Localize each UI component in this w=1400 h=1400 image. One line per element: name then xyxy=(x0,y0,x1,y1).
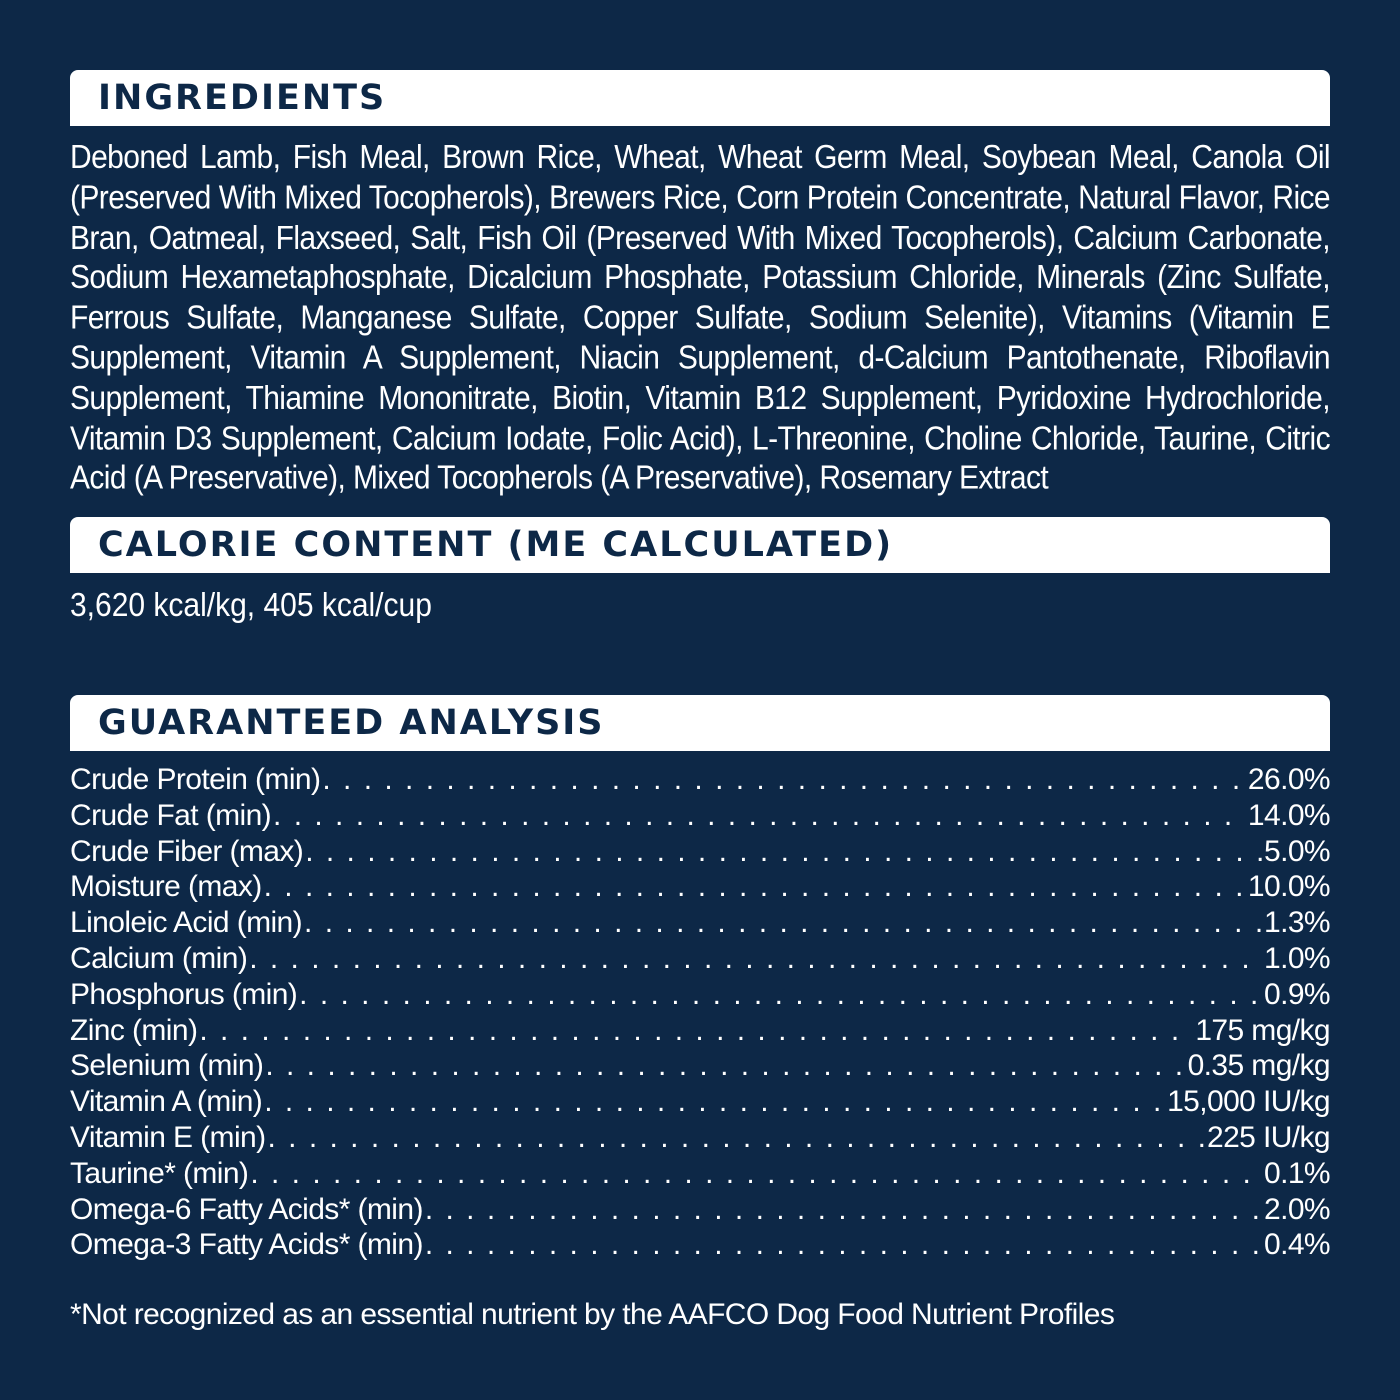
analysis-row-value: 1.3% xyxy=(1264,906,1330,940)
dot-leader xyxy=(299,978,1262,1012)
dot-leader xyxy=(250,1157,1262,1191)
analysis-row-value: 14.0% xyxy=(1247,798,1330,832)
analysis-row-value: 5.0% xyxy=(1264,834,1330,868)
analysis-row-value: 0.4% xyxy=(1264,1228,1330,1262)
ingredients-section xyxy=(70,70,1330,497)
analysis-row-label: Zinc (min) xyxy=(70,1013,198,1047)
analysis-row xyxy=(70,1157,1330,1193)
dot-leader xyxy=(425,1193,1262,1227)
analysis-row-label: Omega-3 Fatty Acids* (min) xyxy=(70,1228,423,1262)
analysis-row xyxy=(70,1049,1330,1085)
analysis-row-label: Vitamin E (min) xyxy=(70,1120,266,1154)
analysis-row xyxy=(70,799,1330,835)
analysis-row-label: Selenium (min) xyxy=(70,1049,264,1083)
analysis-row-value: 0.9% xyxy=(1264,977,1330,1011)
dot-leader xyxy=(322,763,1246,797)
analysis-row-label: Omega-6 Fatty Acids* (min) xyxy=(70,1192,423,1226)
dot-leader xyxy=(264,870,1246,904)
ingredients-list: Deboned Lamb, Fish Meal, Brown Rice, Wheat, Wheat Germ Meal, Soybean Meal, Canola Oil (Preserved With Mixed Tocopherols), Brewers Rice, Corn Protein Concentrate, Natural Flavor, Rice Bran, Oatmeal, Flaxseed, Salt, Fish Oil (Preserved With Mixed Tocopherols), Calcium Carbonate, Sodium Hexametaphosphate, Dicalcium Phosphate, Potassium Chloride, Minerals (Zinc Sulfate, Ferrous Sulfate, Manganese Sulfate, Copper Sulfate, Sodium Selenite), Vitamins (Vitamin E Supplement, Vitamin A Supplement, Niacin Supplement, d-Calcium Pantothenate, Riboflavin Supplement, Thiamine Mononitrate, Biotin, Vitamin B12 Supplement, Pyridoxine Hydrochloride, Vitamin D3 Supplement, Calcium Iodate, Folic Acid), L-Threonine, Choline Chloride, Taurine, Citric Acid (A Preservative), Mixed Tocopherols (A Preservative), Rosemary Extract xyxy=(70,139,1330,497)
dot-leader xyxy=(265,1049,1185,1083)
dot-leader xyxy=(304,906,1262,940)
analysis-row-label: Phosphorus (min) xyxy=(70,977,298,1011)
analysis-row xyxy=(70,1228,1330,1264)
analysis-row xyxy=(70,870,1330,906)
analysis-row xyxy=(70,1085,1330,1121)
analysis-row xyxy=(70,906,1330,942)
analysis-row xyxy=(70,1121,1330,1157)
analysis-row-label: Taurine* (min) xyxy=(70,1156,249,1190)
dot-leader xyxy=(425,1228,1262,1262)
analysis-row xyxy=(70,942,1330,978)
analysis-row-value: 2.0% xyxy=(1264,1192,1330,1226)
analysis-title: GUARANTEED ANALYSIS xyxy=(98,703,605,743)
analysis-row-value: 10.0% xyxy=(1247,870,1330,904)
analysis-row-label: Crude Protein (min) xyxy=(70,763,321,796)
analysis-header xyxy=(70,695,1330,751)
footnote: *Not recognized as an essential nutrient by the AAFCO Dog Food Nutrient Profiles xyxy=(70,1298,1115,1331)
dot-leader xyxy=(273,799,1246,833)
analysis-row-value: 0.1% xyxy=(1264,1156,1330,1190)
dot-leader xyxy=(305,835,1262,869)
analysis-row xyxy=(70,763,1330,799)
analysis-row-value: 26.0% xyxy=(1247,763,1330,796)
analysis-row-value: 1.0% xyxy=(1264,941,1330,975)
dot-leader xyxy=(199,1014,1193,1048)
analysis-row-label: Crude Fat (min) xyxy=(70,798,272,832)
ingredients-title: INGREDIENTS xyxy=(98,78,387,118)
analysis-row-value: 0.35 mg/kg xyxy=(1187,1049,1330,1083)
analysis-row xyxy=(70,978,1330,1014)
analysis-row-label: Linoleic Acid (min) xyxy=(70,906,303,940)
analysis-row-label: Moisture (max) xyxy=(70,870,262,904)
analysis-row-label: Crude Fiber (max) xyxy=(70,834,304,868)
analysis-row-value: 15,000 IU/kg xyxy=(1167,1085,1330,1119)
calorie-header xyxy=(70,517,1330,573)
calorie-title: CALORIE CONTENT (ME CALCULATED) xyxy=(98,525,894,565)
ingredients-header xyxy=(70,70,1330,126)
calorie-value: 3,620 kcal/kg, 405 kcal/cup xyxy=(70,587,432,624)
analysis-row xyxy=(70,1014,1330,1050)
analysis-row xyxy=(70,1193,1330,1229)
analysis-row-value: 225 IU/kg xyxy=(1206,1120,1330,1154)
analysis-section xyxy=(70,695,1330,1264)
dot-leader xyxy=(264,1085,1165,1119)
analysis-row xyxy=(70,835,1330,871)
calorie-section xyxy=(70,517,1330,624)
analysis-row-label: Vitamin A (min) xyxy=(70,1085,263,1119)
analysis-table xyxy=(70,763,1330,1264)
analysis-row-label: Calcium (min) xyxy=(70,941,248,975)
dot-leader xyxy=(268,1121,1205,1155)
dot-leader xyxy=(249,942,1262,976)
analysis-row-value: 175 mg/kg xyxy=(1195,1013,1330,1047)
